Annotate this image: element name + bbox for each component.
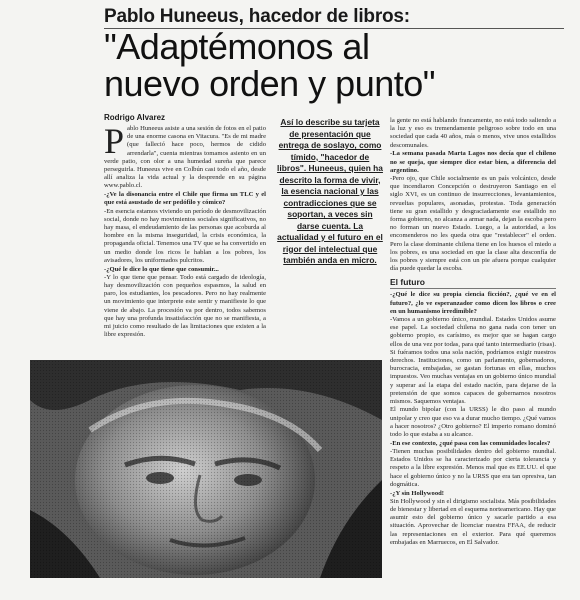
article-column-1 [104,125,266,357]
portrait-photo [30,360,382,578]
article-kicker: Pablo Huneeus, hacedor de libros: [104,6,564,29]
drop-cap: P [104,125,125,161]
interview-answer: la gente no está hablando francamente, no está todo saliendo a la luz y eso es tremendamente peligroso sobre todo en una sociedad que cada 40 años, más o menos, vive unos estallidos descomunales. [390,117,556,149]
interview-answer: Sin Hollywood y sin el dirigismo socialista. Más posibilidades de bienestar y libertad en el esquema norteamericano. Hay que asumir esto del gobierno único y sacarle partido a esa situación. Aprovechar de licenciar nuestra FFAA, de reducir las representaciones en el exterior. Para qué queremos embajadas en Marruecos, en El Salvador. [390,497,556,546]
headline-line-2: nuevo orden y punto" [104,63,436,104]
pull-quote [276,117,384,267]
section-heading-future: El futuro [390,277,556,289]
pull-quote-text: Así lo describe su tarjeta de presentación que entrega de soslayo, como tímido, "hacedor de libros". Huneeus, quien ha descrito la forma de vivir, la esencia nacional y las contradicciones que se soportan, a veces sin darse cuenta. La actualidad y el futuro en el rigor del intelectual que también anda en micro. [277,117,383,265]
interview-question: -¿Ve la disonancia entre el Chile que firma un TLC y el que está asustado de ser pedófilo y cómico? [104,191,266,207]
headline-line-1: "Adaptémonos al [104,26,370,67]
interview-question: -La semana pasada Marta Lagos nos decía que el chileno no se queja, que siempre dice estar bien, a diferencia del argentino. [390,150,556,174]
interview-question: -En ese contexto, ¿qué pasa con las comunidades locales? [390,439,551,447]
article-column-3 [390,117,556,577]
interview-question: -¿Qué le dice su propia ciencia ficción?, ¿qué ve en el futuro?, ¿lo ve esperanzador como dicen los libros o cree en un humanismo irredimible? [390,291,556,315]
article-headline [104,28,564,102]
interview-answer: El mundo bipolar (con la URSS) le dio paso al mundo unipolar y creo que eso va a durar mucho tiempo. ¿Qué vamos a hacer nosotros? ¿Otro gobierno? El imperio romano dominó todo lo que estaba a su alcance. [390,406,556,438]
interview-answer: -Pero ojo, que Chile socialmente es un país volcánico, desde que incendiaron Concepción o destruyeron Santiago en el siglo XVI, es un continuo de insurrecciones, levantamientos, revueltas populares, asonadas, protestas. Toda generación tiene su gran estallido y desgraciadamente ese estallido no forma gobierno, no alcanza a armar nada, dejan la escoba pero no forman un nuevo Estado. Luego, a la autoridad, a los encomenderos no les queda otra que "restablecer" el orden. Pero la clase dominante chilena tiene en los huesos el miedo a los pobres, es una sociedad en que la clase alta desconfía de los pobres y siempre está con un pie afuera porque cualquier día puede quedar la escoba. [390,175,556,273]
intro-text: ablo Huneeus asiste a una sesión de fotos en el patio de una enorme casona en Vitacura. "Es de mi madre (que falleció hace poco, hermos de cidido arrendarla", cuenta mientras tomamos asiento en un verde patio, con olor a una humedad sureña que parece perseguirla. Huneeus vive en Colbún casi todo el año, desde allí analiza la vida actual y la desprende en su página www.pablo.cl. [104,125,266,190]
byline: Rodrigo Alvarez [104,113,166,122]
interview-answer: -Y lo que tiene que pensar. Todo está cargado de ideología, hay desmovilización con pequeños espasmos, la salud en paro, los estudiantes, los pescadores. Pero no hay realmente un movimiento que interprete este sentir y manifieste lo que viene de abajo. La procesión va por dentro, todos sabemos que hay una profunda insatisfacción que no se manifiesta, a mi juicio como resultado de las limitaciones que existen a la libre expresión. [104,273,266,339]
interview-question: -¿Y sin Hollywood! [390,489,444,497]
intro-paragraph [104,125,266,191]
interview-answer: -En esencia estamos viviendo un período de desmovilización social, donde no hay movimientos sociales significativos, no hay masa, el endeudamiento de las personas que acoburda al hombre en la misma inseguridad, la crisis económica, la propaganda oficial. Tenemos una TV que se ha convertido en un medio donde los ricos le hablan a los pobres, los avisadores, los uniformados pulcritos. [104,207,266,264]
interview-answer: -Tienen muchas posibilidades dentro del gobierno mundial. Estados Unidos se ha caracterizado por cierta tolerancia y respeto a la libre expresión. Menos mal que es EE.UU. el que hace el gobierno único y no la URSS que era tan opresiva, tan dogmática. [390,447,556,488]
interview-answer: -Vamos a un gobierno único, mundial. Estados Unidos asume ese papel. La sociedad chilena no gana nada con tener un gobierno propio, es carísimo, es mejor que se hagan cargo ellos de una vez por todas, para qué tanto intermediario (risas). Si fuéramos todos una sola nación, podríamos exigir nuestros derechos. Instituciones, como un parlamento, gobernadores, burocracia, embajadas, se gastan fortunas en ellas, muchos impuestos. Veo muchas ventajas en un gobierno único mundial y superar así la etapa del estado nación, para dejarse de la pretensión de que somos capaces de gobernarnos nosotros mismos. Saquemos ventajas. [390,316,556,406]
portrait-illustration [30,360,382,578]
interview-question: -¿Qué le dice lo que tiene que consumir... [104,265,219,273]
